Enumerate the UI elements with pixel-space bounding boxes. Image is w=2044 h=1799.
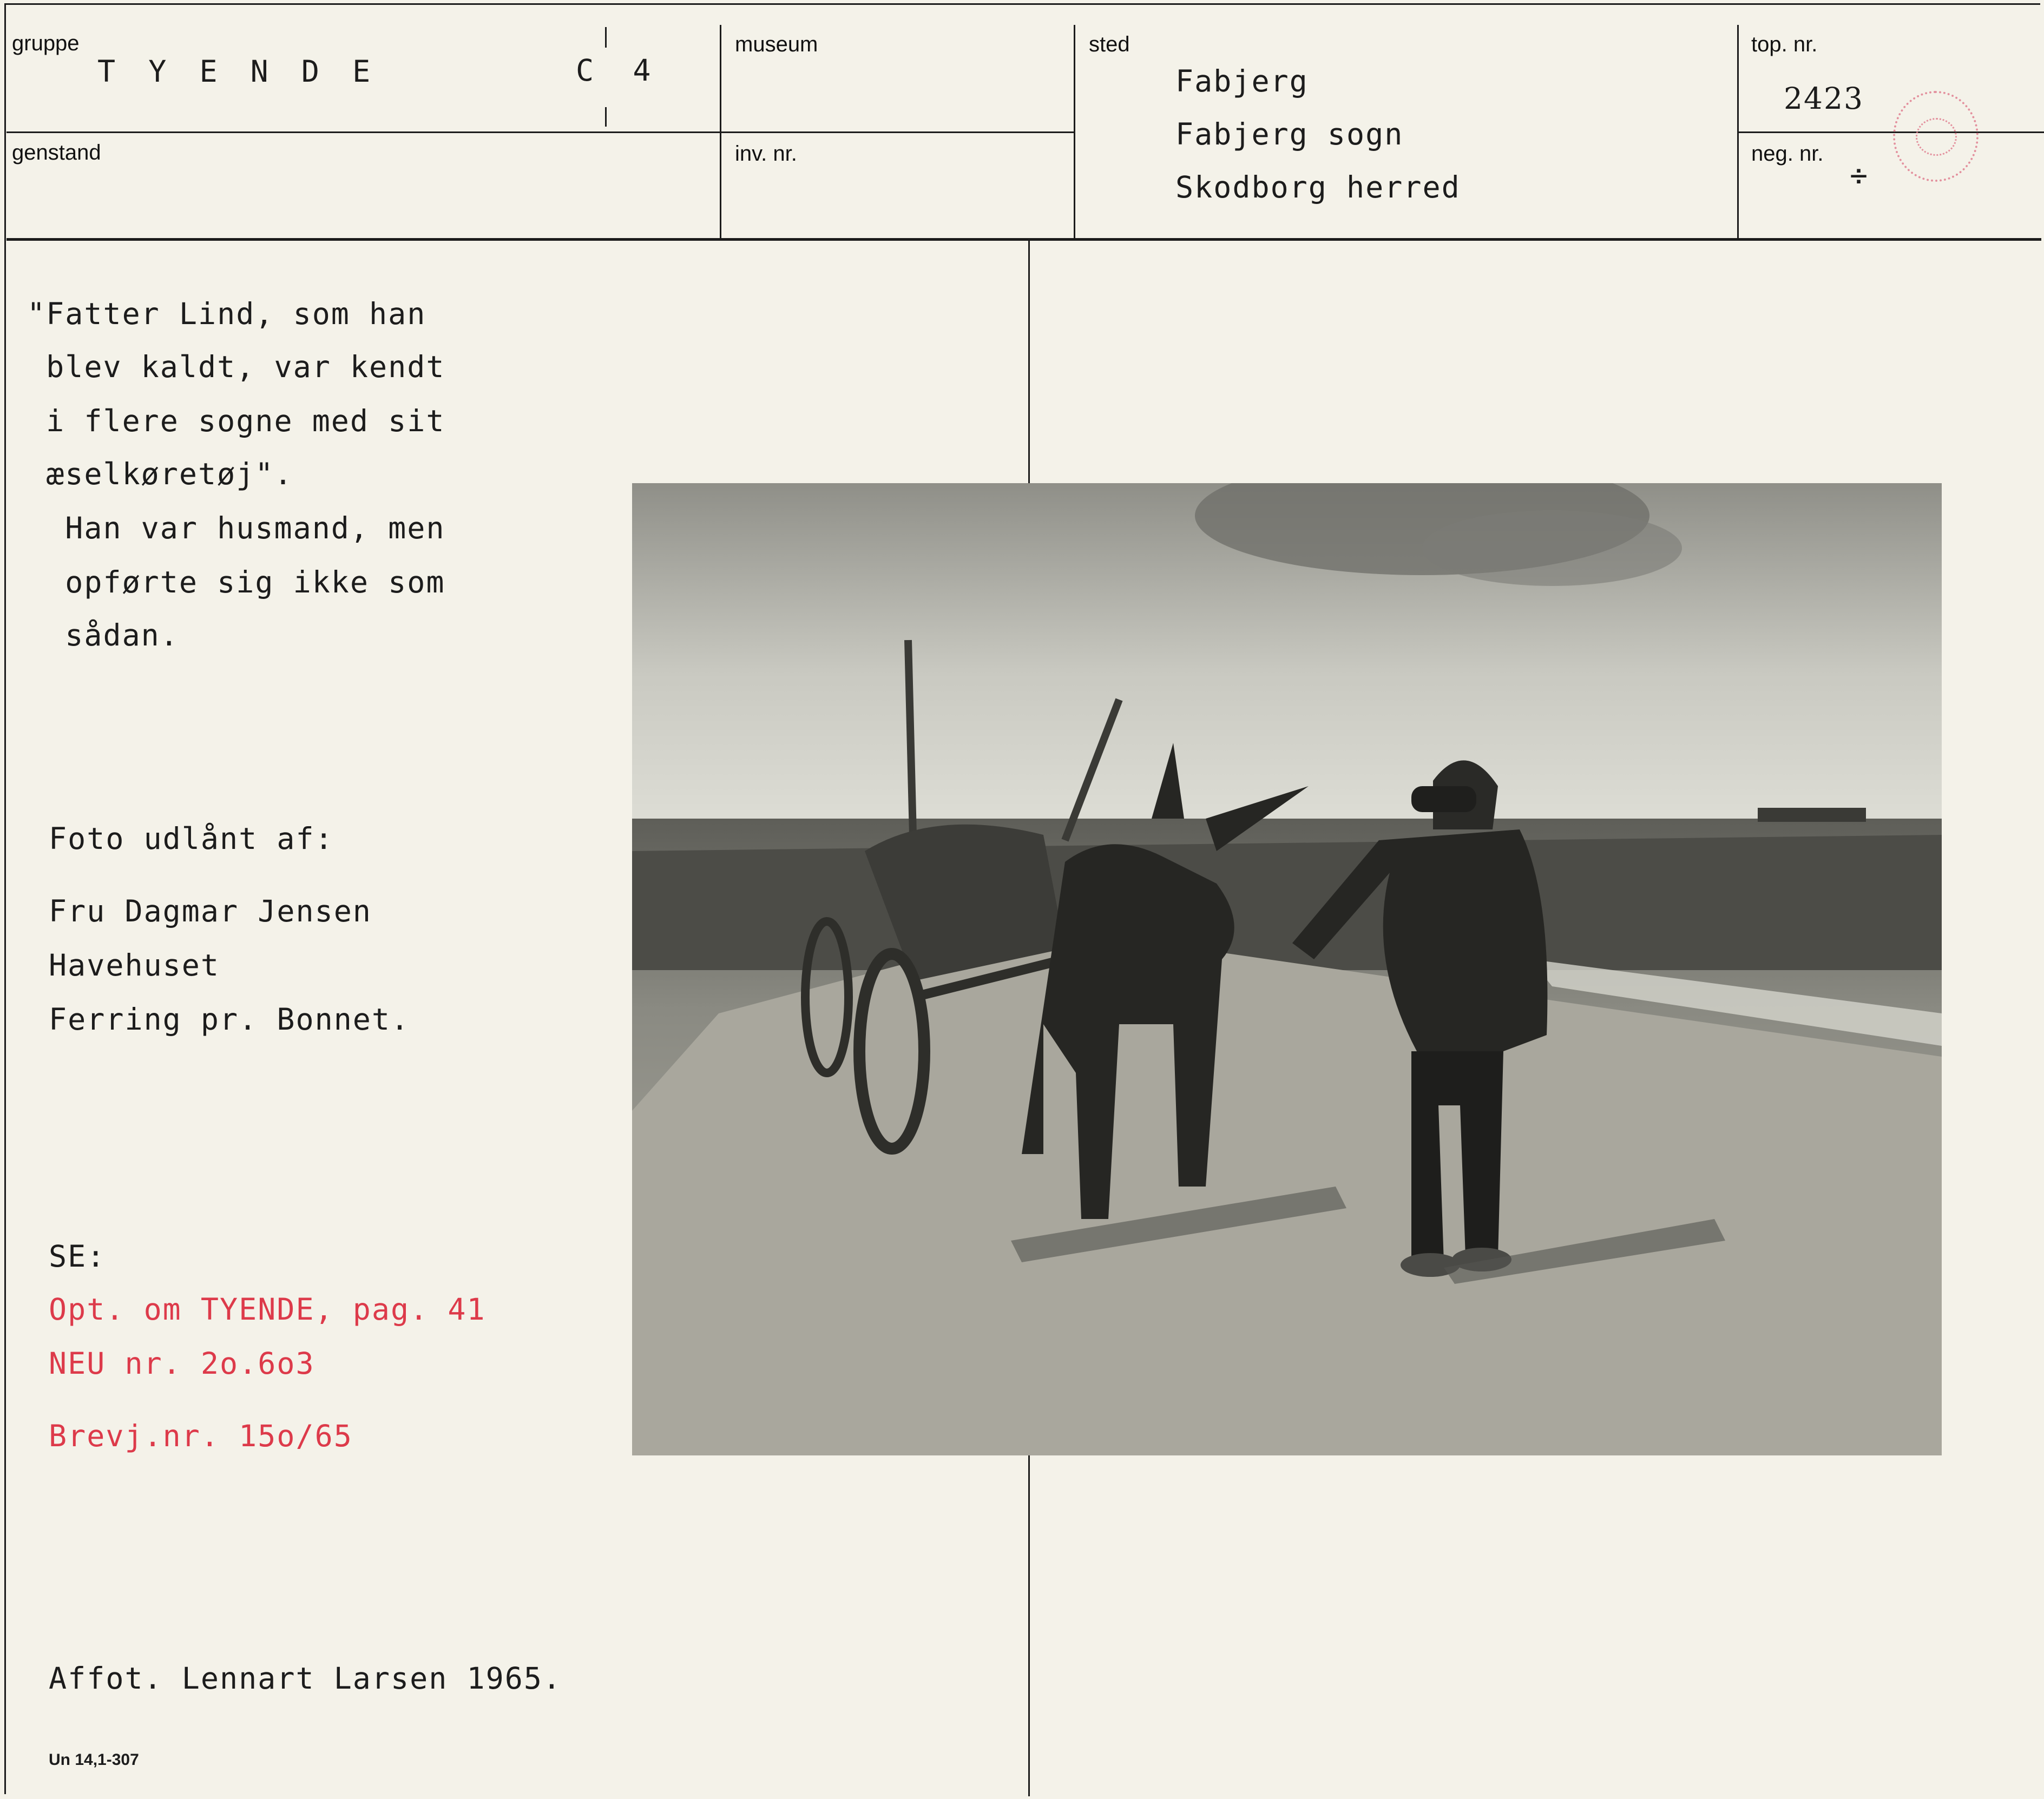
sted-line-3: Skodborg herred	[1175, 170, 1461, 205]
quote-line: æselkøretøj".	[27, 457, 293, 491]
gruppe-code: C 4	[576, 53, 652, 88]
divider-sted	[1074, 25, 1075, 238]
header-bottom-border	[6, 238, 2041, 241]
neg-nr-label: neg. nr.	[1751, 142, 1824, 166]
quote-line: blev kaldt, var kendt	[27, 350, 445, 384]
tick-gruppe-bottom	[605, 107, 607, 127]
lender-heading: Foto udlånt af:	[49, 821, 334, 856]
reference-line: Opt. om TYENDE, pag. 41	[49, 1292, 486, 1327]
body-column-divider-top	[1028, 241, 1030, 483]
header-mid-divider-right	[1738, 131, 2044, 133]
quote-line: "Fatter Lind, som han	[27, 296, 426, 331]
quote-line: sådan.	[27, 618, 179, 653]
gruppe-value: T Y E N D E	[97, 54, 378, 89]
divider-museum	[720, 25, 721, 238]
gruppe-label: gruppe	[12, 31, 80, 55]
top-nr-value: 2423	[1784, 81, 1864, 116]
quote-line: i flere sogne med sit	[27, 404, 445, 438]
photo-credit: Affot. Lennart Larsen 1965.	[49, 1661, 562, 1696]
quote-line: Han var husmand, men	[27, 511, 445, 545]
top-nr-label: top. nr.	[1751, 32, 1818, 56]
body-column-divider-bottom	[1028, 1455, 1030, 1796]
header-top-border	[4, 3, 2040, 5]
genstand-label: genstand	[12, 141, 101, 164]
sted-line-2: Fabjerg sogn	[1175, 117, 1404, 151]
photograph-drawing	[632, 483, 1942, 1455]
reference-line: Brevj.nr. 15o/65	[49, 1419, 353, 1453]
lender-line: Havehuset	[49, 948, 220, 983]
sted-label: sted	[1089, 32, 1130, 56]
card-left-border	[4, 3, 6, 1794]
neg-nr-value: ÷	[1850, 158, 1869, 193]
header-mid-divider-left	[6, 131, 1074, 133]
lender-line: Ferring pr. Bonnet.	[49, 1002, 410, 1037]
museum-label: museum	[735, 32, 818, 56]
tick-gruppe-top	[605, 27, 607, 48]
sted-line-1: Fabjerg	[1175, 64, 1309, 98]
lender-line: Fru Dagmar Jensen	[49, 894, 372, 928]
photograph	[632, 483, 1942, 1455]
divider-top	[1737, 25, 1739, 238]
quote-line: opførte sig ikke som	[27, 565, 445, 599]
reference-line: NEU nr. 2o.6o3	[49, 1346, 315, 1381]
form-number: Un 14,1-307	[49, 1751, 139, 1769]
se-label: SE:	[49, 1239, 106, 1274]
inv-nr-label: inv. nr.	[735, 142, 797, 166]
stamp-seal	[1893, 91, 1979, 182]
